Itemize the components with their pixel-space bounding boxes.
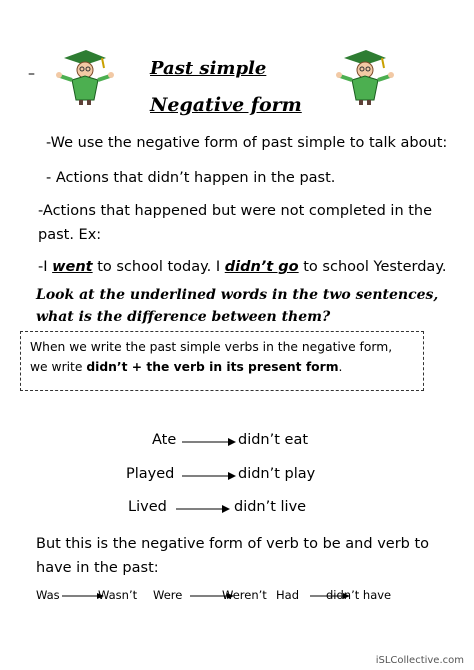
be-negative: Weren’t [222,588,267,602]
intro-line: - Actions that didn’t happen in the past. [46,170,336,186]
be-past: Were [153,588,183,602]
example-lead: -I [38,259,53,275]
past-verb: Ate [152,432,177,448]
be-past: Was [36,588,60,602]
have-negative: didn’t have [326,588,392,602]
intro-line: -Actions that happened but were not completed in the [38,203,433,219]
answer-line [30,360,342,374]
be-have-line: But this is the negative form of verb to be and verb to [36,536,430,552]
underlined-went: went [52,259,93,275]
example-end: to school Yesterday. [298,259,447,275]
example-sentence [38,255,446,279]
past-verb: Played [126,466,175,482]
be-have-line: have in the past: [36,560,159,576]
intro-line: past. Ex: [38,227,102,243]
question-text: Look at the underlined words in the two sentences, what is the difference between them? [36,287,439,325]
page-subtitle: Negative form [150,94,302,116]
answer-end: . [338,360,343,374]
watermark-text: iSLCollective.com [375,655,464,666]
have-past: Had [276,588,299,602]
answer-bold: didn’t + the verb in its present form [86,360,339,374]
dash-mark: – [28,66,35,82]
graduate-icon [332,44,394,106]
negative-verb: didn’t eat [238,432,309,448]
negative-verb: didn’t live [234,499,307,515]
answer-line: When we write the past simple verbs in the negative form, [30,340,393,354]
be-negative: Wasn’t [98,588,138,602]
answer-lead: we write [30,360,87,374]
page-title: Past simple [150,58,267,79]
arrow-right-icon [182,471,236,481]
past-verb: Lived [128,499,167,515]
intro-line: -We use the negative form of past simple to talk about: [46,135,448,151]
arrow-right-icon [176,504,230,514]
underlined-didnt-go: didn’t go [224,259,299,275]
graduate-icon [52,44,114,106]
arrow-right-icon [182,437,236,447]
example-mid: to school today. I [92,259,225,275]
negative-verb: didn’t play [238,466,316,482]
